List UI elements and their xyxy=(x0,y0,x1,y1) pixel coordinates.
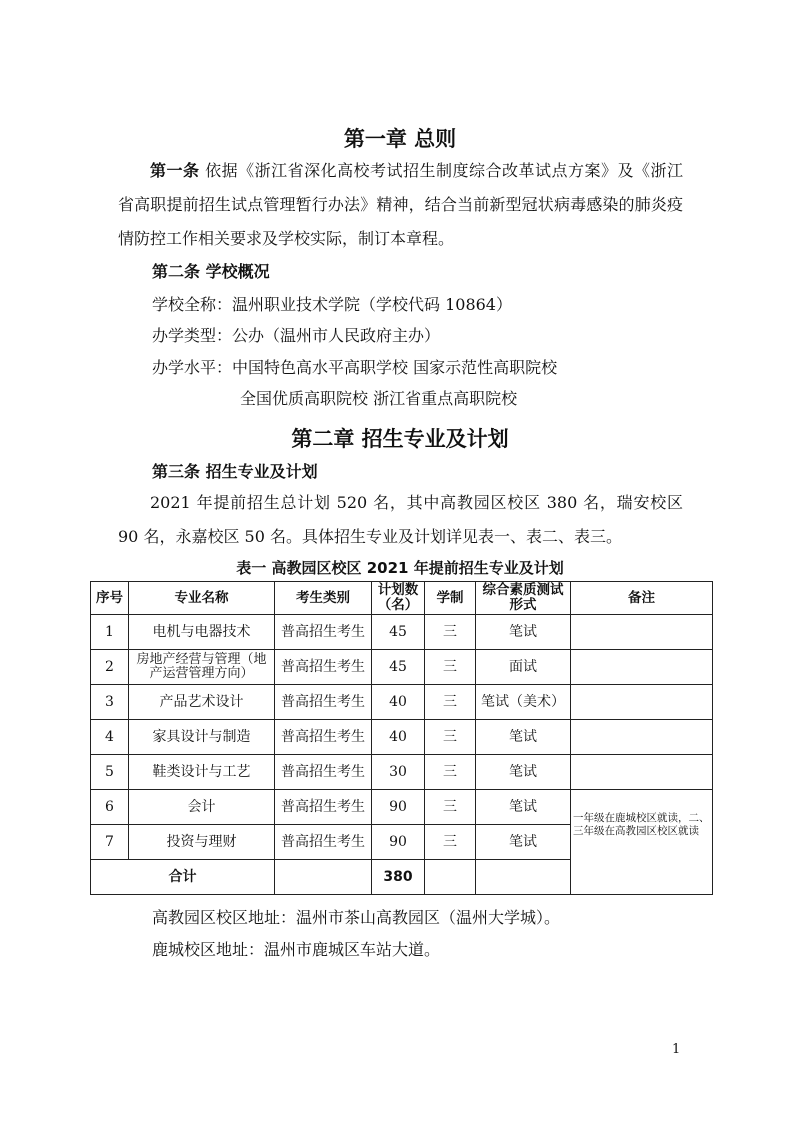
article-3-text: 2021 年提前招生总计划 520 名，其中高教园区校区 380 名，瑞安校区 90 名，永嘉校区 50 名。具体招生专业及计划详见表一、表二、表三。 xyxy=(118,493,683,546)
article-1-paragraph xyxy=(118,154,683,256)
cell-test: 笔试 xyxy=(476,720,571,755)
cell-major: 投资与理财 xyxy=(129,825,275,860)
cell-category: 普高招生考生 xyxy=(275,650,372,685)
header-major: 专业名称 xyxy=(129,582,275,615)
header-note: 备注 xyxy=(571,582,713,615)
cell-duration: 三 xyxy=(425,825,476,860)
table-row xyxy=(91,615,713,650)
cell-plan: 45 xyxy=(372,650,425,685)
article-2-heading: 第二条 学校概况 xyxy=(152,262,270,281)
enrollment-plan-table xyxy=(90,581,713,895)
article-1-label: 第一条 xyxy=(150,161,200,180)
cell-test: 笔试 xyxy=(476,790,571,825)
cell-no: 4 xyxy=(91,720,129,755)
cell-plan: 90 xyxy=(372,825,425,860)
table-total-row xyxy=(91,860,713,895)
cell-test: 笔试 xyxy=(476,615,571,650)
cell-no: 6 xyxy=(91,790,129,825)
cell-category: 普高招生考生 xyxy=(275,755,372,790)
cell-no: 2 xyxy=(91,650,129,685)
table-row xyxy=(91,685,713,720)
cell-category: 普高招生考生 xyxy=(275,825,372,860)
article-3-heading: 第三条 招生专业及计划 xyxy=(152,462,318,481)
cell-plan: 30 xyxy=(372,755,425,790)
cell-category: 普高招生考生 xyxy=(275,790,372,825)
page-number: 1 xyxy=(672,1042,681,1057)
total-duration-empty xyxy=(425,860,476,895)
cell-note xyxy=(571,755,713,790)
cell-test: 笔试 xyxy=(476,755,571,790)
cell-duration: 三 xyxy=(425,615,476,650)
cell-duration: 三 xyxy=(425,790,476,825)
cell-major: 房地产经营与管理（地产运营管理方向） xyxy=(129,650,275,685)
cell-note xyxy=(571,720,713,755)
cell-test: 笔试（美术） xyxy=(476,685,571,720)
cell-duration: 三 xyxy=(425,755,476,790)
cell-test: 笔试 xyxy=(476,825,571,860)
address-lucheng: 鹿城校区地址：温州市鹿城区车站大道。 xyxy=(152,940,441,959)
school-full-name: 学校全称：温州职业技术学院（学校代码 10864） xyxy=(152,295,512,314)
table-row xyxy=(91,650,713,685)
cell-category: 普高招生考生 xyxy=(275,685,372,720)
table-row xyxy=(91,720,713,755)
chapter-1-title: 第一章 总则 xyxy=(343,127,457,151)
total-note-empty xyxy=(571,860,713,895)
total-test-empty xyxy=(476,860,571,895)
cell-plan: 40 xyxy=(372,685,425,720)
cell-major: 产品艺术设计 xyxy=(129,685,275,720)
cell-major: 家具设计与制造 xyxy=(129,720,275,755)
cell-category: 普高招生考生 xyxy=(275,720,372,755)
header-no: 序号 xyxy=(91,582,129,615)
table-row xyxy=(91,790,713,825)
cell-duration: 三 xyxy=(425,650,476,685)
cell-no: 1 xyxy=(91,615,129,650)
school-level-line-1: 办学水平：中国特色高水平高职学校 国家示范性高职院校 xyxy=(152,358,558,377)
article-1-text: 依据《浙江省深化高校考试招生制度综合改革试点方案》及《浙江省高职提前招生试点管理暂行办法》精神，结合当前新型冠状病毒感染的肺炎疫情防控工作相关要求及学校实际，制订本章程。 xyxy=(118,161,683,248)
cell-test: 面试 xyxy=(476,650,571,685)
cell-plan: 45 xyxy=(372,615,425,650)
total-category-empty xyxy=(275,860,372,895)
total-value: 380 xyxy=(372,860,425,895)
cell-major: 会计 xyxy=(129,790,275,825)
total-label: 合计 xyxy=(91,860,275,895)
school-level-line-2: 全国优质高职院校 浙江省重点高职院校 xyxy=(240,389,518,408)
cell-plan: 90 xyxy=(372,790,425,825)
chapter-2-title: 第二章 招生专业及计划 xyxy=(291,427,509,451)
cell-category: 普高招生考生 xyxy=(275,615,372,650)
cell-no: 3 xyxy=(91,685,129,720)
table-header-row xyxy=(91,582,713,615)
cell-note xyxy=(571,615,713,650)
cell-note-merged: 一年级在鹿城校区就读，二、三年级在高教园区校区就读 xyxy=(571,790,713,860)
cell-major: 鞋类设计与工艺 xyxy=(129,755,275,790)
table-row xyxy=(91,755,713,790)
cell-plan: 40 xyxy=(372,720,425,755)
cell-note xyxy=(571,685,713,720)
cell-duration: 三 xyxy=(425,685,476,720)
header-duration: 学制 xyxy=(425,582,476,615)
header-test: 综合素质测试形式 xyxy=(476,582,571,615)
header-category: 考生类别 xyxy=(275,582,372,615)
table-caption: 表一 高教园区校区 2021 年提前招生专业及计划 xyxy=(236,559,564,577)
school-type: 办学类型：公办（温州市人民政府主办） xyxy=(152,326,441,345)
cell-duration: 三 xyxy=(425,720,476,755)
cell-note xyxy=(571,650,713,685)
cell-no: 5 xyxy=(91,755,129,790)
header-plan: 计划数（名） xyxy=(372,582,425,615)
address-gaojiao: 高教园区校区地址：温州市茶山高教园区（温州大学城）。 xyxy=(152,908,561,927)
cell-major: 电机与电器技术 xyxy=(129,615,275,650)
cell-no: 7 xyxy=(91,825,129,860)
